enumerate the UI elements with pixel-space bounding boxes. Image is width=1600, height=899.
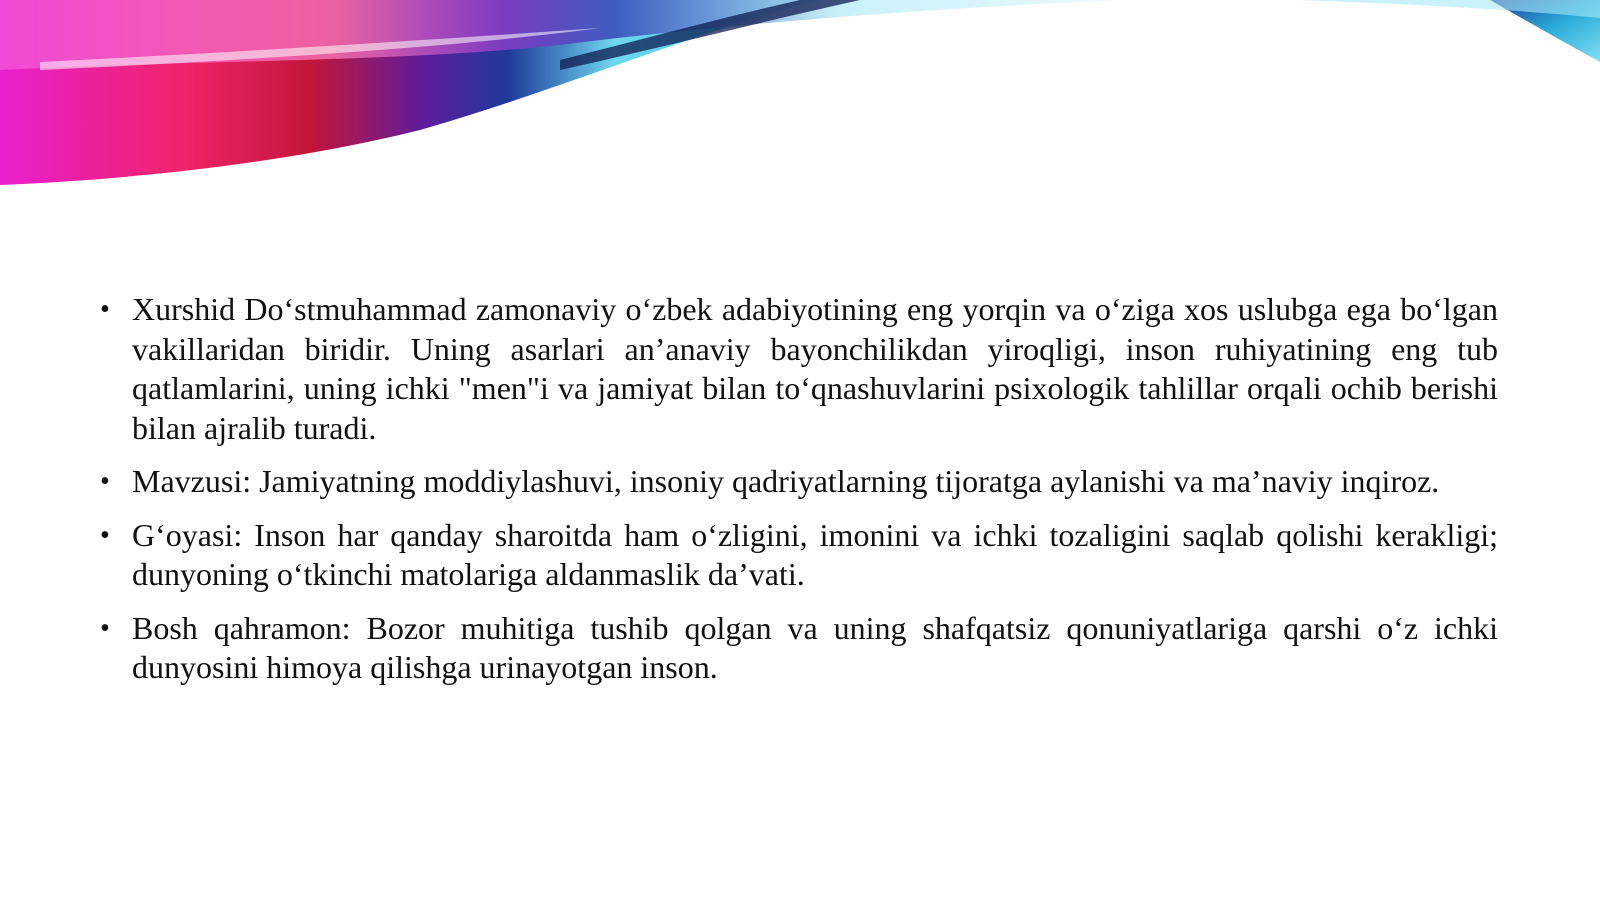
slide-body [98, 290, 1498, 702]
bullet-icon: • [100, 294, 110, 325]
bullet-icon: • [100, 519, 110, 551]
bullet-text: Mavzusi: Jamiyatning moddiylashuvi, insoniy qadriyatlarning tijoratga aylanishi va ma’naviy inqiroz. [132, 463, 1440, 499]
bullet-text: Xurshid Do‘stmuhammad zamonaviy o‘zbek adabiyotining eng yorqin va o‘ziga xos uslubga ega bo‘lgan vakillaridan biridir. Uning asarlari an’anaviy bayonchilikdan yiroqligi, inson ruhiyatining eng tub qatlamlarini, uning ichki "men"i va jamiyat bilan to‘qnashuvlarini psixologik tahlillar orqali ochib berishi bilan ajralib turadi. [132, 291, 1498, 446]
bullet-text: Bosh qahramon: Bozor muhitiga tushib qolgan va uning shafqatsiz qonuniyatlariga qarshi o‘z ichki dunyosini himoya qilishga urinayotgan inson. [132, 609, 1498, 685]
bullet-item-protagonist [98, 609, 1498, 688]
bullet-icon: • [100, 466, 110, 497]
bullet-item-theme [98, 462, 1498, 502]
bullet-icon: • [100, 612, 110, 644]
bullet-item-author [98, 290, 1498, 448]
bullet-item-idea [98, 516, 1498, 595]
decorative-ribbon-banner [0, 0, 1600, 200]
bullet-list [98, 290, 1498, 688]
bullet-text: G‘oyasi: Inson har qanday sharoitda ham o‘zligini, imonini va ichki tozaligini saqlab qolishi kerakligi; dunyoning o‘tkinchi matolariga aldanmaslik da’vati. [132, 516, 1498, 592]
